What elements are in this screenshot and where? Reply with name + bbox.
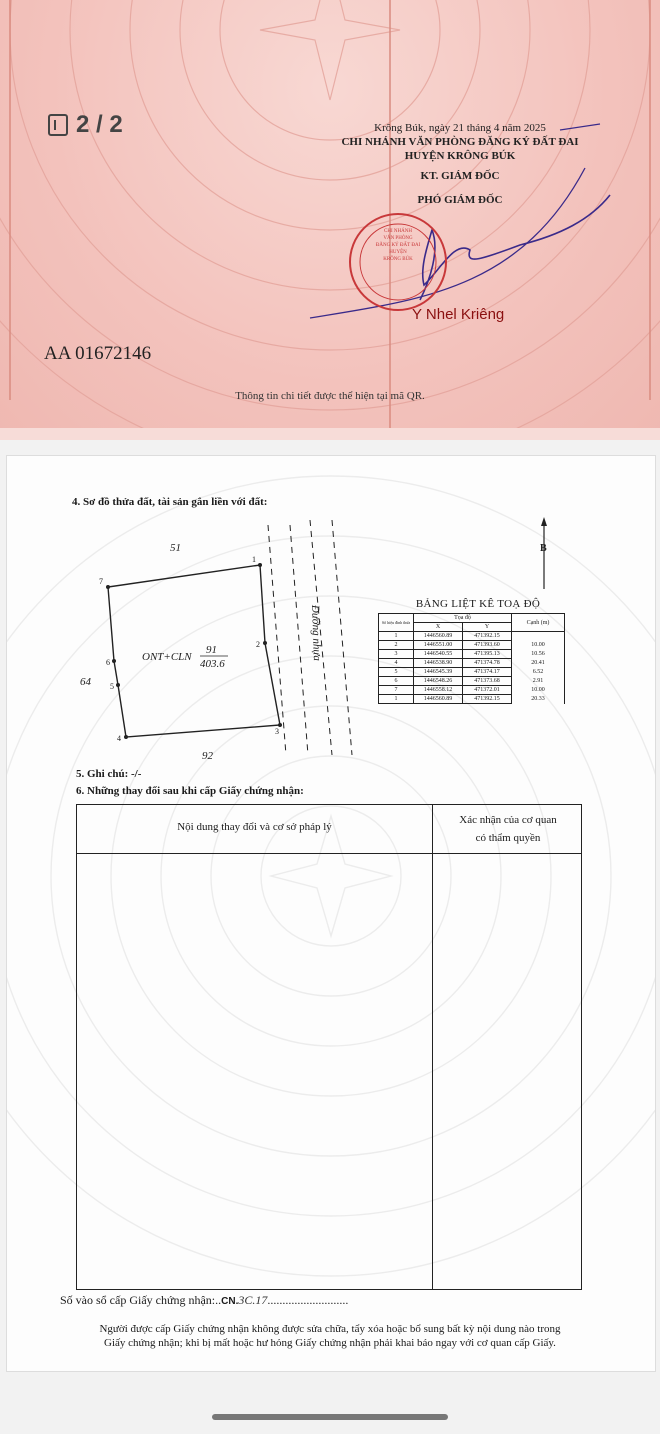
coord-cell-p: 2 [379,641,414,650]
coord-row [379,641,565,650]
home-indicator[interactable] [212,1414,448,1420]
vertex-label-5: 5 [110,682,114,691]
coord-cell-edge: 20.33 [512,695,565,704]
road-label: Đường nhựa [309,604,323,662]
parcel-map [70,515,370,765]
parcel-boundary [108,565,280,737]
coord-cell-y: 471395.13 [463,650,512,659]
office-line-2: HUYỆN KRÔNG BÚK [404,150,516,162]
changes-divider-horizontal [77,853,581,854]
coord-cell-x: 1446545.39 [414,668,463,677]
coord-cell-x: 1446548.26 [414,677,463,686]
vertex-label-6: 6 [106,658,110,667]
coord-row [379,659,565,668]
coord-cell-y: 471392.15 [463,632,512,641]
coord-cell-p: 1 [379,695,414,704]
coord-row [379,677,565,686]
coord-cell-x: 1446538.90 [414,659,463,668]
section-4-heading: 4. Sơ đồ thửa đất, tài sản gắn liền với đất: [72,496,268,508]
coord-cell-x: 1446540.55 [414,650,463,659]
coord-cell-y: 471373.68 [463,677,512,686]
coord-cell-edge: 10.56 [512,650,565,659]
coord-cell-p: 7 [379,686,414,695]
coord-cell-x: 1446560.89 [414,695,463,704]
registration-dots: ........................... [267,1293,349,1307]
registration-number-line [60,1293,348,1308]
stamp-text: CHI NHÁNH VĂN PHÒNG ĐĂNG KÝ ĐẤT ĐAI HUYỆN KRÔNG BÚK [375,229,421,262]
coord-header-point: Số hiệu đỉnh thửa [379,614,414,632]
coord-cell-edge: 10.00 [512,686,565,695]
coord-cell-p: 3 [379,650,414,659]
certificate-serial: AA 01672146 [44,343,152,364]
registration-handwritten: 3C.17 [238,1293,268,1307]
coord-cell-edge [512,632,565,641]
coord-cell-y: 471392.15 [463,695,512,704]
coord-row [379,668,565,677]
coord-cell-x: 1446551.00 [414,641,463,650]
certificate-top-page [0,0,660,440]
coord-cell-edge: 10.00 [512,641,565,650]
coord-cell-y: 471374.78 [463,659,512,668]
coord-row [379,695,565,704]
signer-name: Y Nhel Kriêng [412,306,505,323]
coord-row [379,650,565,659]
parcel-number: 91 [206,644,217,656]
coord-row [379,632,565,641]
coord-cell-y: 471393.60 [463,641,512,650]
changes-table [76,804,582,1290]
vertex-label-4: 4 [117,734,121,743]
coord-cell-x: 1446560.89 [414,632,463,641]
coord-cell-edge: 20.41 [512,659,565,668]
coord-cell-p: 5 [379,668,414,677]
date-line: Krông Búk, ngày 21 tháng 4 năm 2025 [374,122,546,134]
section-5-note: 5. Ghi chú: -/- [76,768,142,780]
signature-block [300,122,620,206]
north-label: B [540,543,547,554]
coordinate-table [378,613,565,704]
coord-row [379,686,565,695]
page-icon [48,114,68,136]
registration-prefix: CN. [221,1296,239,1307]
office-line-1: CHI NHÁNH VĂN PHÒNG ĐĂNG KÝ ĐẤT ĐAI [341,136,579,148]
coord-header-edge: Cạnh (m) [512,614,565,632]
vertex-label-3: 3 [275,727,279,736]
warning-text [40,1322,620,1350]
changes-divider-vertical [432,805,433,1289]
vertex-label-7: 7 [99,577,103,586]
coord-cell-y: 471372.01 [463,686,512,695]
coord-table-title: BẢNG LIỆT KÊ TOẠ ĐỘ [415,598,541,610]
coord-header-y: Y [463,623,512,632]
coord-cell-p: 1 [379,632,414,641]
neighbor-51: 51 [170,542,181,554]
north-arrow [536,517,560,593]
coord-cell-x: 1446558.12 [414,686,463,695]
registration-label: Số vào sổ cấp Giấy chứng nhận:.. [60,1293,222,1307]
coord-header-x: X [414,623,463,632]
on-behalf-title: KT. GIÁM ĐỐC [420,170,500,182]
coord-cell-edge: 6.52 [512,668,565,677]
page-edge [0,428,660,440]
page-indicator-text: 2 / 2 [76,111,123,138]
coord-cell-y: 471374.17 [463,668,512,677]
section-6-heading: 6. Những thay đổi sau khi cấp Giấy chứng nhận: [76,785,304,797]
parcel-code: ONT+CLN [142,651,192,663]
vertex-label-1: 1 [252,555,256,564]
changes-header-authority: Xác nhận của cơ quan có thẩm quyền [459,814,557,844]
coord-cell-p: 4 [379,659,414,668]
changes-header-content: Nội dung thay đổi và cơ sở pháp lý [177,821,332,833]
qr-note: Thông tin chi tiết được thể hiện tại mã QR. [235,390,425,402]
coord-cell-p: 6 [379,677,414,686]
neighbor-64: 64 [80,676,91,688]
position-title: PHÓ GIÁM ĐỐC [417,194,503,206]
neighbor-92: 92 [202,750,213,762]
parcel-area: 403.6 [200,658,225,670]
warning-line-2: Giấy chứng nhận; khi bị mất hoặc hư hỏng Giấy chứng nhận phải khai báo ngay với cơ quan cấp Giấy. [104,1337,556,1349]
drum-pattern-decoration [0,0,660,440]
page-indicator [48,107,123,143]
warning-line-1: Người được cấp Giấy chứng nhận không được sửa chữa, tẩy xóa hoặc bổ sung bất kỳ nội dung nào trong [99,1323,561,1335]
coord-cell-edge: 2.91 [512,677,565,686]
coord-header-coords: Tọa độ [414,614,512,623]
vertex-label-2: 2 [256,640,260,649]
